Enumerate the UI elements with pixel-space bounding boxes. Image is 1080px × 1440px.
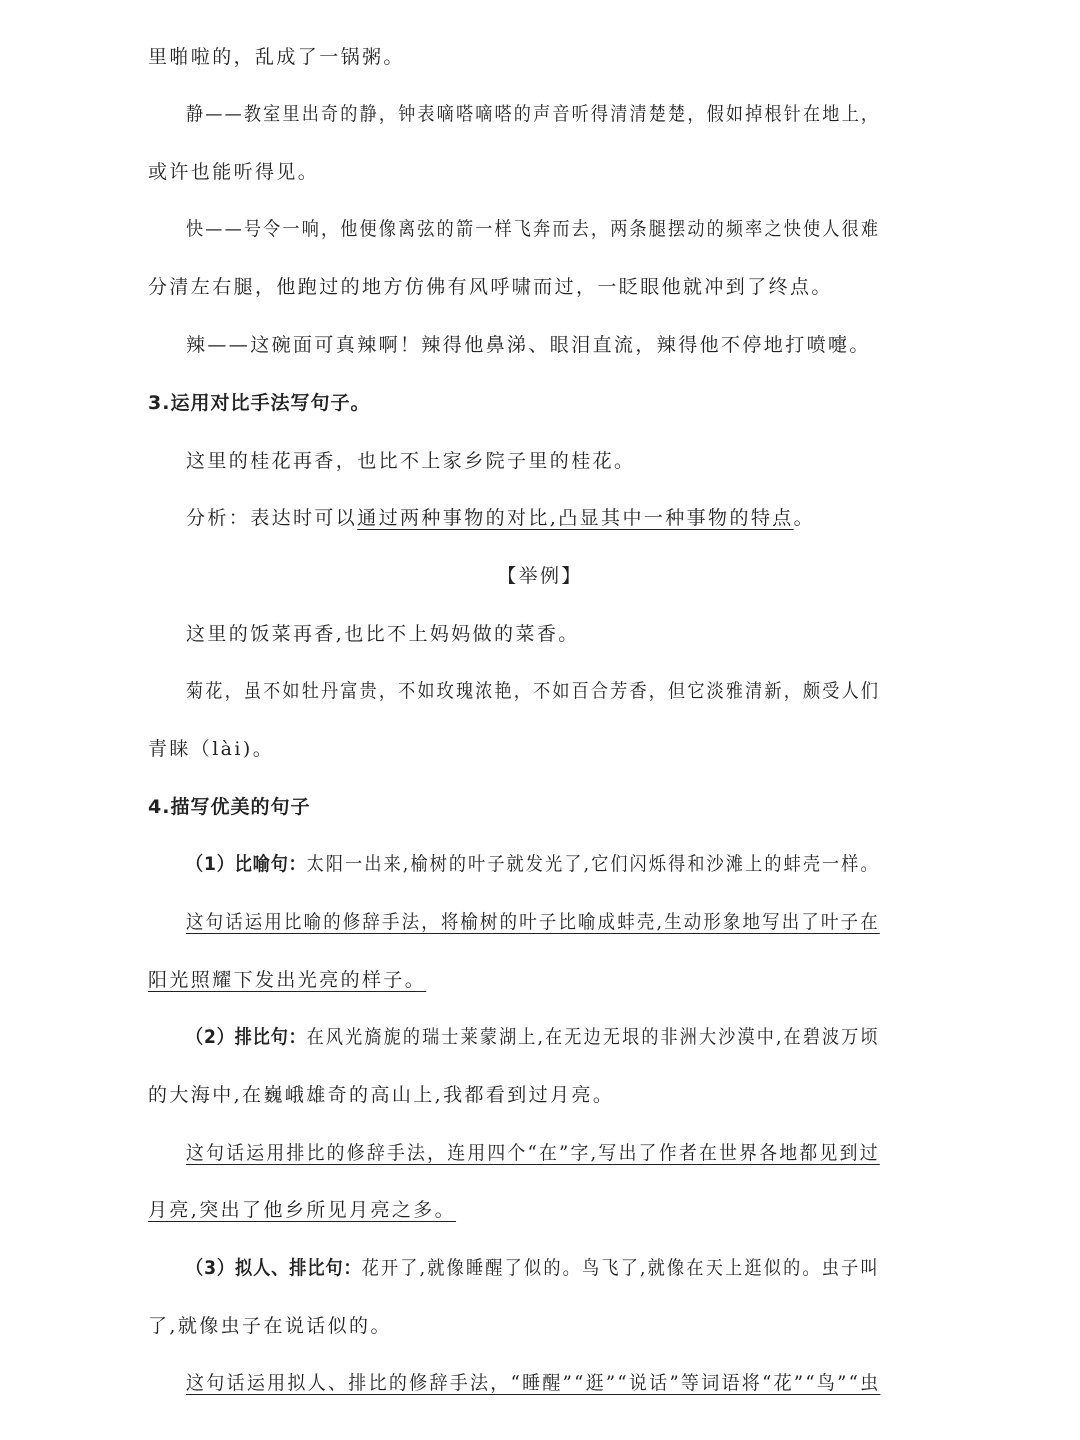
item-text: 花开了,就像睡醒了似的。鸟飞了,就像在天上逛似的。虫子叫 — [361, 1257, 880, 1279]
item-text: 在风光旖旎的瑞士莱蒙湖上,在无边无垠的非洲大沙漠中,在碧波万顷 — [306, 1026, 880, 1048]
paragraph-line: 静——教室里出奇的静，钟表嘀嗒嘀嗒的声音听得清清楚楚，假如掉根针在地上， — [186, 103, 881, 125]
item-label: （3）拟人、排比句： — [186, 1257, 362, 1279]
paragraph-line: 辣——这碗面可真辣啊！辣得他鼻涕、眼泪直流，辣得他不停地打喷嚏。 — [186, 334, 871, 356]
paragraph-line: 里啪啦的，乱成了一锅粥。 — [148, 46, 405, 68]
item-line: 的大海中,在巍峨雄奇的高山上,我都看到过月亮。 — [148, 1084, 615, 1106]
paragraph-line: 快——号令一响，他便像离弦的箭一样飞奔而去，两条腿摆动的频率之快使人很难 — [186, 218, 881, 240]
example-line: 菊花，虽不如牡丹富贵，不如玫瑰浓艳，不如百合芳香，但它淡雅清新，颇受人们 — [186, 680, 881, 702]
analysis-underlined: 通过两种事物的对比,凸显其中一种事物的特点 — [357, 507, 794, 529]
item-line — [186, 851, 880, 877]
analysis-suffix: 。 — [793, 507, 816, 529]
example-line: 这里的饭菜再香,也比不上妈妈做的菜香。 — [186, 623, 580, 645]
example-label: 【举例】 — [497, 565, 583, 587]
example-line: 青睐（lài)。 — [148, 738, 275, 760]
section-heading: 4.描写优美的句子 — [148, 796, 311, 818]
item-line — [186, 1255, 880, 1281]
analysis-prefix: 分析：表达时可以 — [186, 507, 358, 529]
paragraph-line: 这里的桂花再香，也比不上家乡院子里的桂花。 — [186, 450, 636, 472]
analysis-line: 这句话运用拟人、排比的修辞手法，“睡醒”“逛”“说话”等词语将“花”“鸟”“虫 — [186, 1372, 881, 1394]
analysis-line — [186, 505, 815, 531]
paragraph-line: 或许也能听得见。 — [148, 161, 320, 183]
analysis-line: 这句话运用排比的修辞手法，连用四个“在”字,写出了作者在世界各地都见到过 — [186, 1142, 880, 1164]
item-text: 太阳一出来,榆树的叶子就发光了,它们闪烁得和沙滩上的蚌壳一样。 — [306, 853, 880, 875]
paragraph-line: 分清左右腿，他跑过的地方仿佛有风呼啸而过，一眨眼他就冲到了终点。 — [148, 276, 833, 298]
item-line — [186, 1024, 880, 1050]
item-label: （2）排比句： — [186, 1026, 307, 1048]
item-line: 了,就像虫子在说话似的。 — [148, 1315, 392, 1337]
item-label: （1）比喻句： — [186, 853, 307, 875]
analysis-line: 月亮,突出了他乡所见月亮之多。 — [148, 1199, 457, 1221]
analysis-line: 这句话运用比喻的修辞手法，将榆树的叶子比喻成蚌壳,生动形象地写出了叶子在 — [186, 911, 880, 933]
section-heading: 3.运用对比手法写句子。 — [148, 392, 371, 414]
analysis-line: 阳光照耀下发出光亮的样子。 — [148, 969, 427, 991]
